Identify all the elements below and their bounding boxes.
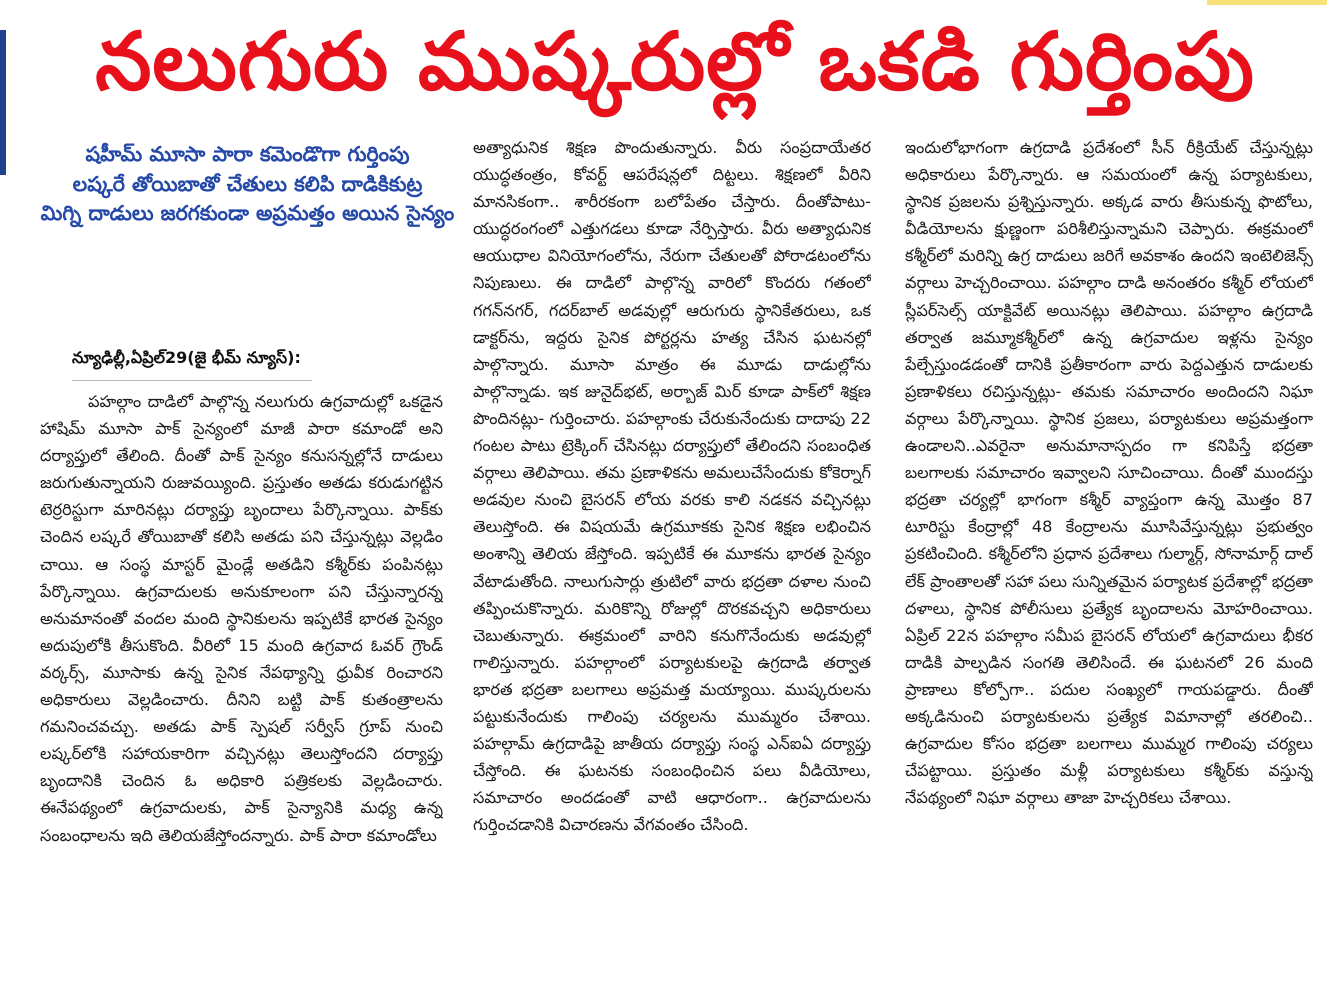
article-column-3: ఇందులోభాగంగా ఉగ్రదాడి ప్రదేశంలో సీన్ రీక్రియేట్ చేస్తున్నట్లు అధికారులు పేర్కొన్నారు. ఆ సమయంలో ఉన్న పర్యాటకులు, స్థానిక ప్రజలను ప్రశ్నిస్తున్నారు. అక్కడ వారు తీసుకున్న ఫొటోలు, వీడియోలను క్షుణ్ణంగా పరిశీలిస్తున్నామని చెప్పారు. ఈక్రమంలో కశ్మీర్‌లో మరిన్ని ఉగ్ర దాడులు జరిగే అవకాశం ఉందని ఇంటెలిజెన్స్ వర్గాలు హెచ్చరించాయి. పహల్గాం దాడి అనంతరం కశ్మీర్ లోయలో స్లీపర్‌సెల్స్ యాక్టివేట్ అయినట్లు తెలిపాయి. పహల్గాం ఉగ్రదాడి తర్వాత జమ్మూకశ్మీర్‌లో ఉన్న ఉగ్రవాదుల ఇళ్లను సైన్యం పేల్చేస్తుండడంతో దానికి ప్రతీకారంగా వారు పెద్దఎత్తున దాడులకు ప్రణాళికలు రచిస్తున్నట్లు- తమకు సమాచారం అందిందని నిఘా వర్గాలు పేర్కొన్నాయి. స్థానిక ప్రజలు, పర్యాటకులు అప్రమత్తంగా ఉండాలని..ఎవరైనా అనుమానాస్పదం గా కనిపిస్తే భద్రతా బలగాలకు సమాచారం ఇవ్వాలని సూచించాయి. దీంతో ముందస్తు భద్రతా చర్యల్లో భాగంగా కశ్మీర్ వ్యాప్తంగా ఉన్న మొత్తం 87 టూరిస్టు కేంద్రాల్లో 48 కేంద్రాలను మూసివేస్తున్నట్లు ప్రభుత్వం ప్రకటించింది. కశ్మీర్‌లోని ప్రధాన ప్రదేశాలు గుల్మార్గ్, సోనామార్గ్ దాల్ లేక్ ప్రాంతాలతో సహా పలు సున్నితమైన పర్యాటక ప్రదేశాల్లో భద్రతా దళాలు, స్థానిక పోలీసులు ప్రత్యేక బృందాలను మోహరించాయి. ఏప్రిల్ 22న పహల్గాం సమీప బైసరన్ లోయలో ఉగ్రవాదులు భీకర దాడికి పాల్పడిన సంగతి తెలిసిందే. ఈ ఘటనలో 26 మంది ప్రాణాలు కోల్పోగా.. పదుల సంఖ్యలో గాయపడ్డారు. దీంతో అక్కడినుంచి పర్యాటకులను ప్రత్యేక విమానాల్లో తరలించి.. ఉగ్రవాదుల కోసం భద్రతా బలగాలు ముమ్మర గాలింపు చర్యలు చేపట్టాయి. ప్రస్తుతం మళ్లీ పర్యాటకులు కశ్మీర్‌కు వస్తున్న నేపథ్యంలో నిఘా వర్గాలు తాజా హెచ్చరికలు చేశాయి. [905,138,1313,808]
article-column-2: అత్యాధునిక శిక్షణ పొందుతున్నారు. వీరు సంప్రదాయేతర యుద్ధతంత్రం, కోవర్ట్ ఆపరేషన్లలో దిట్టలు. శిక్షణలో వీరిని మానసికంగా.. శారీరకంగా బలోపేతం చేస్తారు. దీంతోపాటు- యుద్ధరంగంలో ఎత్తుగడలు కూడా నేర్పిస్తారు. వీరు అత్యాధునిక ఆయుధాల వినియోగంలోను, నేరుగా చేతులతో పోరాడటంలోను నిపుణులు. ఈ దాడిలో పాల్గొన్న వారిలో కొందరు గతంలో గగన్‌నగర్, గదర్‌బాల్ అడవుల్లో ఆరుగురు స్థానికేతరులు, ఒక డాక్టర్‌ను, ఇద్దరు సైనిక పోర్టర్లను హత్య చేసిన ఘటనల్లో పాల్గొన్నారు. మూసా మాత్రం ఈ మూడు దాడుల్లోను పాల్గొన్నాడు. ఇక జునైద్‌భట్, అర్బాజ్ మిర్ కూడా పాక్‌లో శిక్షణ పొందినట్లు- గుర్తించారు. పహల్గాంకు చేరుకునేందుకు దాదాపు 22 గంటల పాటు ట్రెక్కింగ్ చేసినట్లు దర్యాప్తులో తేలిందని సంబంధిత వర్గాలు తెలిపాయి. తమ ప్రణాళికను అమలుచేసేందుకు కోకెర్నాగ్ అడవుల నుంచి బైసరన్ లోయ వరకు కాలి నడకన వచ్చినట్లు తెలుస్తోంది. ఈ విషయమే ఉగ్రమూకకు సైనిక శిక్షణ లభించిన అంశాన్ని తెలియ జేస్తోంది. ఇప్పటికే ఈ మూకను భారత సైన్యం వేటాడుతోంది. నాలుగుసార్లు త్రుటిలో వారు భద్రతా దళాల నుంచి తప్పించుకొన్నారు. మరికొన్ని రోజుల్లో దొరకవచ్చని అధికారులు చెబుతున్నారు. ఈక్రమంలో వారిని కనుగొనేందుకు అడవుల్లో గాలిస్తున్నారు. పహల్గాంలో పర్యాటకులపై ఉగ్రదాడి తర్వాత భారత భద్రతా బలగాలు అప్రమత్త మయ్యాయి. ముష్కరులను పట్టుకునేందుకు గాలింపు చర్యలను ముమ్మరం చేశాయి. పహల్గామ్ ఉగ్రదాడిపై జాతీయ దర్యాప్తు సంస్థ ఎన్‌ఐఏ దర్యాప్తు చేస్తోంది. ఈ ఘటనకు సంబంధించిన పలు వీడియోలు, సమాచారం అందడంతో వాటి ఆధారంగా.. ఉగ్రవాదులను గుర్తించడానికి విచారణను వేగవంతం చేసింది. [473,138,871,835]
dateline: న్యూఢిల్లీ,ఏప్రిల్29(జై భీమ్ న్యూస్): [72,348,301,367]
left-accent-bar [0,30,6,175]
subheading-1: షహీమ్ మూసా పారా కమెండొగా గుర్తింపు [85,142,410,166]
headline: నలుగురు ముష్కరుల్లో ఒకడి గుర్తింపు [95,15,1255,108]
corner-tab [1207,0,1327,5]
subheading-2: లష్కరే తోయిబాతో చేతులు కలిపి దాడికికుట్ర [72,171,423,196]
dateline-rule [72,380,312,381]
article-column-1: పహల్గాం దాడిలో పాల్గొన్న నలుగురు ఉగ్రవాదుల్లో ఒకడైన హాషిమ్ మూసా పాక్ సైన్యంలో మాజీ పారా కమాండో అని దర్యాప్తులో తేలింది. దీంతో పాక్ సైన్యం కనుసన్నల్లోనే దాడులు జరుగుతున్నాయని రుజువయ్యింది. ప్రస్తుతం అతడు కరుడుగట్టిన టెర్రరిస్టుగా మారినట్లు దర్యాప్తు బృందాలు పేర్కొన్నాయి. పాక్‌కు చెందిన లష్కరే తోయిబాతో కలిసి అతడు పని చేస్తున్నట్లు వెల్లడిం చాయి. ఆ సంస్థ మాస్టర్ మైండ్లే అతడిని కశ్మీర్‌కు పంపినట్లు పేర్కొన్నాయి. ఉగ్రవాదులకు అనుకూలంగా పని చేస్తున్నారన్న అనుమానంతో వందల మంది స్థానికులను ఇప్పటికే భారత సైన్యం అదుపులోకి తీసుకొంది. వీరిలో 15 మంది ఉగ్రవాద ఓవర్ గ్రౌండ్ వర్కర్స్, మూసాకు ఉన్న సైనిక నేపథ్యాన్ని ధ్రువీక రించారని అధికారులు వెల్లడించారు. దీనిని బట్టి పాక్ కుతంత్రాలను గమనించవచ్చు. అతడు పాక్ స్పెషల్ సర్వీస్ గ్రూప్ నుంచి లష్కర్‌లోకి సహాయకారిగా వచ్చినట్లు తెలుస్తోందని దర్యాప్తు బృందానికి చెందిన ఓ అధికారి పత్రికలకు వెల్లడించారు. ఈనేపథ్యంలో ఉగ్రవాదులకు, పాక్ సైన్యానికి మధ్య ఉన్న సంబంధాలను ఇది తెలియజేస్తోందన్నారు. పాక్ పారా కమాండోలు [40,392,443,845]
subheadings [40,140,455,229]
subheading-3: మిగ్ని దాడులు జరగకుండా అప్రమత్తం అయిన సైన్యం [40,201,455,225]
